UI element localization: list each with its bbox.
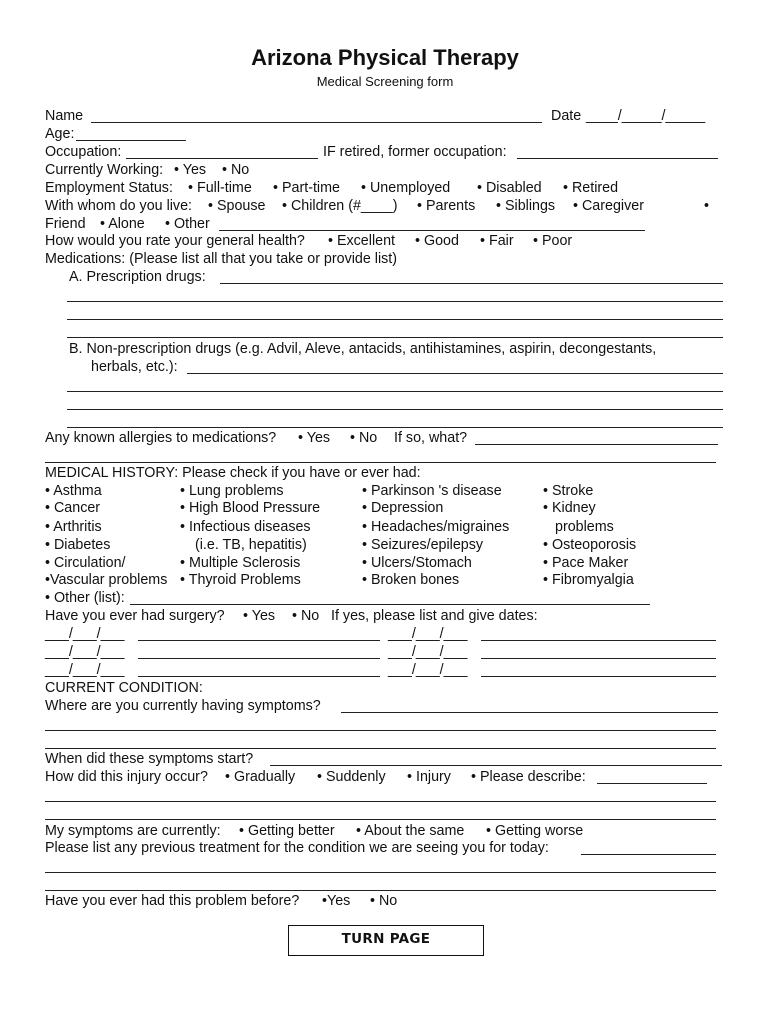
allergies-field-2[interactable] [45, 462, 716, 463]
date-field[interactable]: ____/_____/_____ [586, 108, 706, 124]
live-spouse-option[interactable]: • Spouse [208, 198, 266, 214]
surgery-field-1a[interactable] [138, 640, 380, 641]
surgery-no-option[interactable]: • No [292, 608, 320, 624]
symptoms-current-label: My symptoms are currently: [45, 823, 221, 839]
occupation-label: Occupation: [45, 144, 122, 160]
problem-before-yes-option[interactable]: •Yes [322, 893, 351, 909]
age-label: Age: [45, 126, 75, 142]
working-no-option[interactable]: • No [222, 162, 250, 178]
surgery-yes-option[interactable]: • Yes [243, 608, 276, 624]
surgery-field-2a[interactable] [138, 658, 380, 659]
name-label: Name [45, 108, 84, 124]
history-label: MEDICAL HISTORY: Please check if you have or ever had: [45, 465, 421, 481]
prescription-field-1[interactable] [220, 283, 723, 284]
history-asthma[interactable]: • Asthma [45, 483, 102, 499]
history-ms[interactable]: • Multiple Sclerosis [180, 555, 301, 571]
symptoms-start-label: When did these symptoms start? [45, 751, 254, 767]
working-yes-option[interactable]: • Yes [174, 162, 207, 178]
history-fibromyalgia[interactable]: • Fibromyalgia [543, 572, 634, 588]
previous-treatment-field-2[interactable] [45, 872, 716, 873]
live-parents-option[interactable]: • Parents [417, 198, 476, 214]
health-label: How would you rate your general health? [45, 233, 305, 249]
live-siblings-option[interactable]: • Siblings [496, 198, 556, 214]
allergies-label: Any known allergies to medications? [45, 430, 277, 446]
history-diabetes[interactable]: • Diabetes [45, 537, 111, 553]
history-other-field[interactable] [130, 604, 650, 605]
form-subtitle: Medical Screening form [316, 74, 454, 89]
surgery-field-2b[interactable] [481, 658, 716, 659]
history-pacemaker[interactable]: • Pace Maker [543, 555, 629, 571]
allergies-no-option[interactable]: • No [350, 430, 378, 446]
symptoms-same-option[interactable]: • About the same [356, 823, 465, 839]
form-title: Arizona Physical Therapy [251, 45, 519, 70]
surgery-label: Have you ever had surgery? [45, 608, 225, 624]
surgery-date-2b[interactable]: ___/___/___ [388, 644, 468, 660]
history-vascular[interactable]: •Vascular problems [45, 572, 168, 588]
turn-page-button[interactable]: TURN PAGE [288, 925, 484, 956]
surgery-field-3a[interactable] [138, 676, 380, 677]
prescription-label: A. Prescription drugs: [69, 269, 206, 285]
history-depression[interactable]: • Depression [362, 500, 444, 516]
live-label: With whom do you live: [45, 198, 192, 214]
history-parkinsons[interactable]: • Parkinson 's disease [362, 483, 502, 499]
history-headaches[interactable]: • Headaches/migraines [362, 519, 510, 535]
employment-parttime-option[interactable]: • Part-time [273, 180, 340, 196]
live-caregiver-option[interactable]: • Caregiver [573, 198, 644, 214]
symptoms-where-field-3[interactable] [45, 748, 716, 749]
name-field[interactable] [91, 122, 542, 123]
allergies-what-label: If so, what? [394, 430, 468, 446]
age-field[interactable] [76, 140, 186, 141]
prescription-field-4[interactable] [67, 337, 723, 338]
symptoms-where-field-1[interactable] [341, 712, 718, 713]
history-seizures[interactable]: • Seizures/epilepsy [362, 537, 484, 553]
employment-unemployed-option[interactable]: • Unemployed [361, 180, 451, 196]
history-stroke[interactable]: • Stroke [543, 483, 594, 499]
history-thyroid[interactable]: • Thyroid Problems [180, 572, 301, 588]
nonprescription-label-2: herbals, etc.): [91, 359, 178, 375]
previous-treatment-field-3[interactable] [45, 890, 716, 891]
live-other-option[interactable]: • Other [165, 216, 210, 232]
history-cancer[interactable]: • Cancer [45, 500, 101, 516]
live-alone-option[interactable]: • Alone [100, 216, 145, 232]
live-children-option[interactable]: • Children (#____) [282, 198, 398, 214]
retired-occupation-field[interactable] [517, 158, 718, 159]
previous-treatment-label: Please list any previous treatment for the condition we are seeing you for today: [45, 840, 549, 856]
health-good-option[interactable]: • Good [415, 233, 459, 249]
problem-before-label: Have you ever had this problem before? [45, 893, 300, 909]
allergies-field-1[interactable] [475, 444, 718, 445]
history-circulation[interactable]: • Circulation/ [45, 555, 126, 571]
history-ulcers[interactable]: • Ulcers/Stomach [362, 555, 472, 571]
injury-suddenly-option[interactable]: • Suddenly [317, 769, 386, 785]
injury-describe-field-3[interactable] [45, 819, 716, 820]
surgery-date-3a[interactable]: ___/___/___ [45, 662, 125, 678]
surgery-date-1a[interactable]: ___/___/___ [45, 626, 125, 642]
injury-how-label: How did this injury occur? [45, 769, 208, 785]
injury-describe-field-2[interactable] [45, 801, 716, 802]
live-friend-option[interactable]: Friend [45, 216, 86, 232]
injury-describe-field-1[interactable] [597, 783, 707, 784]
history-infectious[interactable]: • Infectious diseases [180, 519, 311, 535]
history-kidney[interactable]: • Kidney [543, 500, 596, 516]
symptoms-better-option[interactable]: • Getting better [239, 823, 335, 839]
employment-retired-option[interactable]: • Retired [563, 180, 619, 196]
symptoms-start-field[interactable] [270, 765, 722, 766]
surgery-field-3b[interactable] [481, 676, 716, 677]
prescription-field-2[interactable] [67, 301, 723, 302]
injury-injury-option[interactable]: • Injury [407, 769, 451, 785]
history-infectious-note: (i.e. TB, hepatitis) [195, 537, 307, 553]
working-label: Currently Working: [45, 162, 164, 178]
occupation-field[interactable] [126, 158, 318, 159]
allergies-yes-option[interactable]: • Yes [298, 430, 331, 446]
date-label: Date [551, 108, 582, 124]
surgery-date-3b[interactable]: ___/___/___ [388, 662, 468, 678]
health-excellent-option[interactable]: • Excellent [328, 233, 395, 249]
symptoms-where-field-2[interactable] [45, 730, 716, 731]
history-broken-bones[interactable]: • Broken bones [362, 572, 460, 588]
employment-fulltime-option[interactable]: • Full-time [188, 180, 252, 196]
previous-treatment-field-1[interactable] [581, 854, 716, 855]
health-fair-option[interactable]: • Fair [480, 233, 514, 249]
injury-describe-option[interactable]: • Please describe: [471, 769, 586, 785]
history-osteoporosis[interactable]: • Osteoporosis [543, 537, 637, 553]
surgery-list-label: If yes, please list and give dates: [331, 608, 538, 624]
prescription-field-3[interactable] [67, 319, 723, 320]
surgery-date-1b[interactable]: ___/___/___ [388, 626, 468, 642]
nonprescription-field-2[interactable] [67, 391, 723, 392]
live-other-field[interactable] [219, 230, 645, 231]
condition-label: CURRENT CONDITION: [45, 680, 203, 696]
nonprescription-label: B. Non-prescription drugs (e.g. Advil, Aleve, antacids, antihistamines, aspirin, decongestants, [69, 341, 657, 357]
symptoms-where-label: Where are you currently having symptoms? [45, 698, 321, 714]
problem-before-no-option[interactable]: • No [370, 893, 398, 909]
symptoms-worse-option[interactable]: • Getting worse [486, 823, 584, 839]
history-blood-pressure[interactable]: • High Blood Pressure [180, 500, 321, 516]
surgery-date-2a[interactable]: ___/___/___ [45, 644, 125, 660]
injury-gradually-option[interactable]: • Gradually [225, 769, 296, 785]
employment-disabled-option[interactable]: • Disabled [477, 180, 542, 196]
history-other-label[interactable]: • Other (list): [45, 590, 125, 606]
history-lung[interactable]: • Lung problems [180, 483, 284, 499]
nonprescription-field-3[interactable] [67, 409, 723, 410]
retired-label: IF retired, former occupation: [323, 144, 507, 160]
nonprescription-field-4[interactable] [67, 427, 723, 428]
live-friend-bullet[interactable]: • [704, 198, 710, 214]
history-kidney-cont: problems [555, 519, 614, 535]
surgery-field-1b[interactable] [481, 640, 716, 641]
employment-label: Employment Status: [45, 180, 173, 196]
medications-label: Medications: (Please list all that you take or provide list) [45, 251, 398, 267]
health-poor-option[interactable]: • Poor [533, 233, 573, 249]
history-arthritis[interactable]: • Arthritis [45, 519, 102, 535]
nonprescription-field-1[interactable] [187, 373, 723, 374]
